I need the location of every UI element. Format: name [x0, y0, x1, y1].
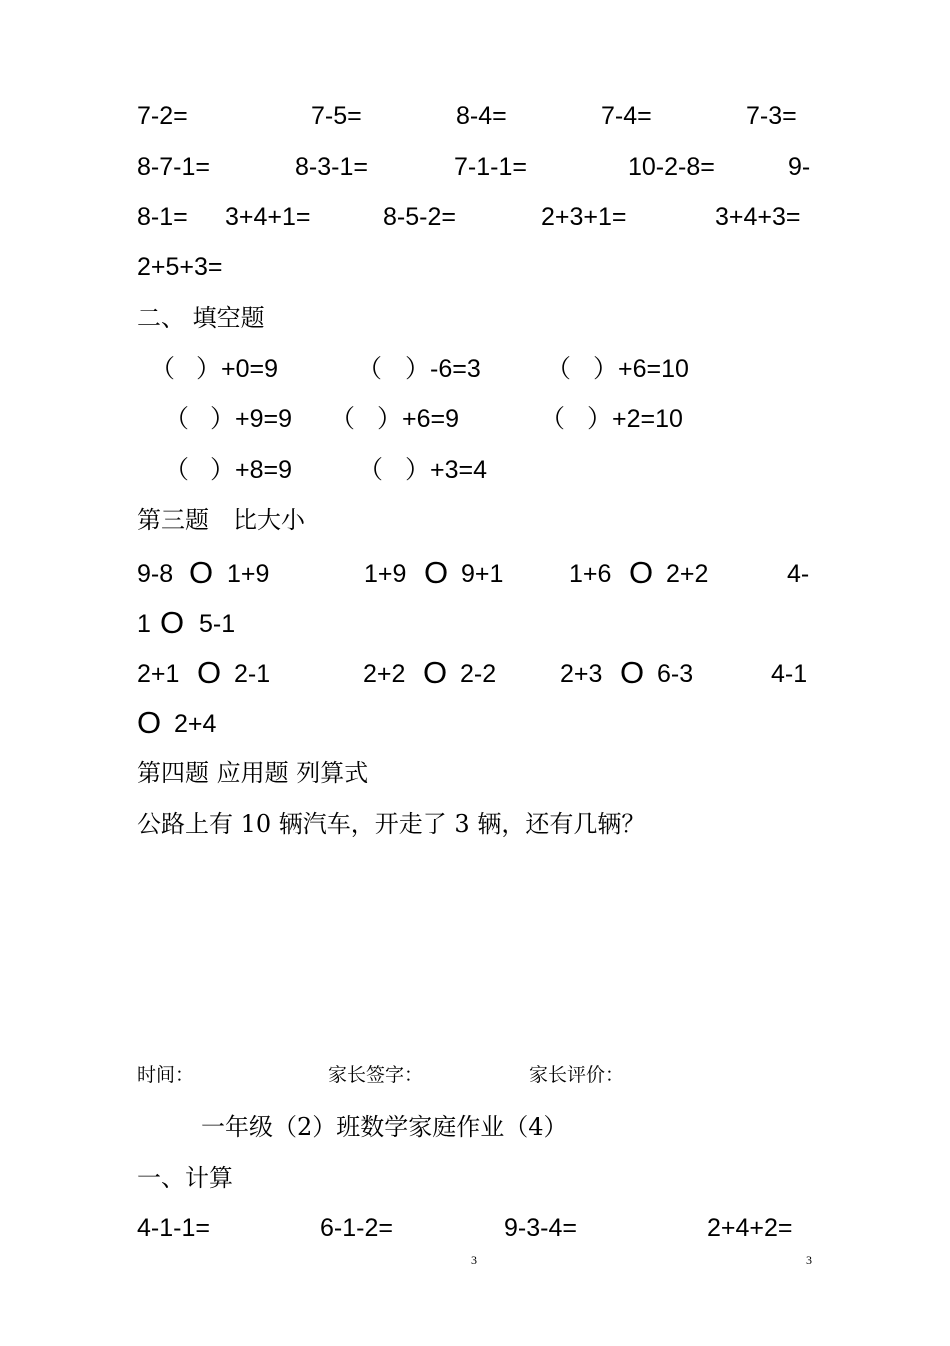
- calc-3-1: 8-1=: [137, 203, 188, 231]
- calc-3-2: 3+4+1=: [225, 203, 311, 231]
- section3-title: 第三题 比大小: [137, 506, 305, 534]
- field-time: 时间：: [137, 1064, 195, 1086]
- calc-1-2: 7-5=: [311, 102, 362, 130]
- homework-title: 一年级（2）班数学家庭作业（4）: [201, 1113, 568, 1141]
- compare-3-circle: O: [629, 555, 654, 590]
- word-problem: 公路上有 10 辆汽车，开走了 3 辆，还有几辆？: [137, 810, 646, 838]
- compare-4-cont-left: 1: [137, 610, 151, 638]
- compare-7-left: 2+3: [560, 660, 603, 688]
- blank-1-1-rest: ）+0=9: [196, 355, 279, 383]
- calc-3-5: 3+4+3=: [715, 203, 801, 231]
- compare-6-left: 2+2: [363, 660, 406, 688]
- compare-7-circle: O: [620, 655, 645, 690]
- compare-8-right: 2+4: [174, 710, 217, 738]
- blank-2-2-open: （: [330, 405, 356, 433]
- blank-2-1-rest: ）+9=9: [210, 405, 293, 433]
- compare-1-right: 1+9: [227, 560, 270, 588]
- blank-3-2-rest: ）+3=4: [405, 456, 488, 484]
- compare-4-circle: O: [160, 605, 185, 640]
- calc-2-1: 8-7-1=: [137, 153, 210, 181]
- compare-2-circle: O: [424, 555, 449, 590]
- next-section-title: 一、计算: [137, 1164, 233, 1192]
- section4-title: 第四题 应用题 列算式: [137, 759, 369, 787]
- section2-title: 二、 填空题: [137, 304, 265, 332]
- next-calc-3: 9-3-4=: [504, 1214, 577, 1242]
- calc-2-4: 10-2-8=: [628, 153, 715, 181]
- blank-3-2-open: （: [358, 456, 384, 484]
- compare-2-right: 9+1: [461, 560, 504, 588]
- calc-1-4: 7-4=: [601, 102, 652, 130]
- blank-2-1-open: （: [164, 405, 190, 433]
- compare-5-right: 2-1: [234, 660, 271, 688]
- compare-8-left: 4-1: [771, 660, 808, 688]
- compare-5-left: 2+1: [137, 660, 180, 688]
- compare-2-left: 1+9: [364, 560, 407, 588]
- compare-4-left: 4-: [787, 560, 810, 588]
- calc-3-4: 2+3+1=: [541, 203, 627, 231]
- calc-2-2: 8-3-1=: [295, 153, 368, 181]
- blank-2-3-open: （: [540, 405, 566, 433]
- calc-2-5: 9-: [788, 153, 811, 181]
- compare-8-circle: O: [137, 705, 162, 740]
- calc-1-5: 7-3=: [746, 102, 797, 130]
- blank-1-1-open: （: [150, 355, 176, 383]
- compare-1-circle: O: [189, 555, 214, 590]
- page-number-right: 3: [806, 1253, 812, 1267]
- next-calc-2: 6-1-2=: [320, 1214, 393, 1242]
- next-calc-4: 2+4+2=: [707, 1214, 793, 1242]
- blank-2-3-rest: ）+2=10: [587, 405, 683, 433]
- calc-2-3: 7-1-1=: [454, 153, 527, 181]
- blank-1-3-rest: ）+6=10: [593, 355, 689, 383]
- calc-4-1: 2+5+3=: [137, 253, 223, 281]
- compare-1-left: 9-8: [137, 560, 174, 588]
- blank-1-2-open: （: [357, 355, 383, 383]
- blank-2-2-rest: ）+6=9: [377, 405, 460, 433]
- field-parent-comment: 家长评价：: [529, 1064, 625, 1086]
- page-number-center: 3: [471, 1253, 477, 1267]
- compare-3-left: 1+6: [569, 560, 612, 588]
- compare-6-right: 2-2: [460, 660, 497, 688]
- blank-1-2-rest: ）-6=3: [405, 355, 481, 383]
- next-calc-1: 4-1-1=: [137, 1214, 210, 1242]
- blank-3-1-open: （: [164, 456, 190, 484]
- calc-1-3: 8-4=: [456, 102, 507, 130]
- compare-5-circle: O: [197, 655, 222, 690]
- compare-6-circle: O: [423, 655, 448, 690]
- blank-3-1-rest: ）+8=9: [210, 456, 293, 484]
- calc-3-3: 8-5-2=: [383, 203, 456, 231]
- compare-4-right: 5-1: [199, 610, 236, 638]
- blank-1-3-open: （: [546, 355, 572, 383]
- compare-7-right: 6-3: [657, 660, 694, 688]
- field-parent-signature: 家长签字：: [328, 1064, 424, 1086]
- compare-3-right: 2+2: [666, 560, 709, 588]
- calc-1-1: 7-2=: [137, 102, 188, 130]
